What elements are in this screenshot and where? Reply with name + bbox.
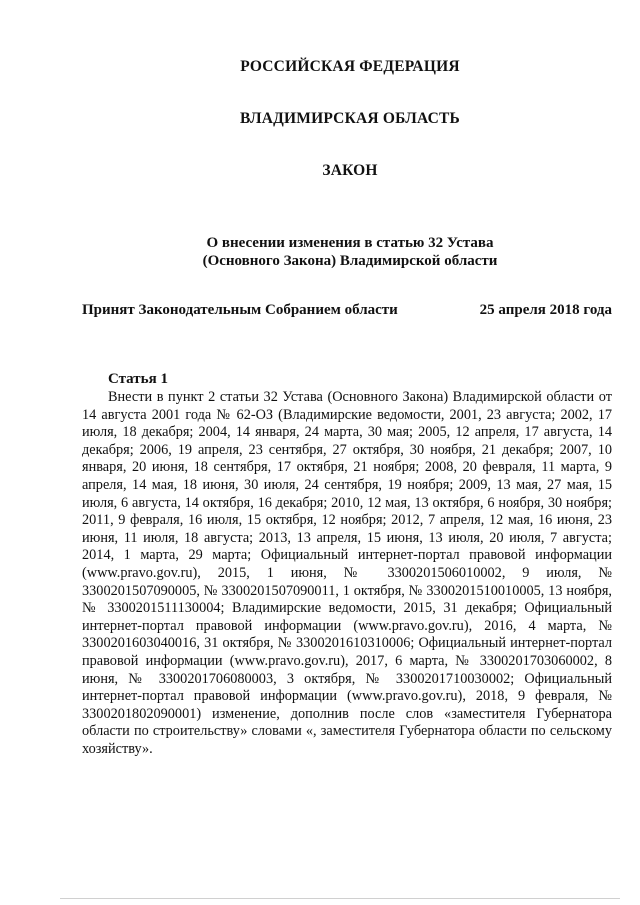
article-heading: Статья 1	[108, 371, 168, 387]
law-subject-line: (Основного Закона) Владимирской области	[202, 253, 498, 269]
adoption-date: 25 апреля 2018 года	[479, 302, 612, 318]
country-heading: РОССИЙСКАЯ ФЕДЕРАЦИЯ	[240, 58, 460, 75]
page-bottom-divider	[60, 898, 620, 899]
region-heading: ВЛАДИМИРСКАЯ ОБЛАСТЬ	[240, 110, 460, 127]
law-subject	[60, 234, 640, 270]
adopted-by-text: Принят Законодательным Собранием области	[82, 302, 398, 318]
article-body: Внести в пункт 2 статьи 32 Устава (Основного Закона) Владимирской области от 14 августа 2001 года № 62-ОЗ (Владимирские ведомости, 2001, 23 августа; 2002, 17 июля, 18 декабря; 2004, 14 января, 24 марта, 30 мая; 2005, 12 апреля, 17 августа, 14 декабря; 2006, 19 апреля, 23 сентября, 27 октября, 30 ноября, 21 декабря; 2007, 10 января, 20 июня, 18 сентября, 17 октября, 21 ноября; 2008, 20 февраля, 11 марта, 9 апреля, 14 мая, 18 июня, 30 июля, 24 сентября, 19 ноября; 2009, 13 мая, 27 мая, 15 июля, 6 августа, 14 октября, 16 декабря; 2010, 12 мая, 13 октября, 6 ноября, 30 ноября; 2011, 9 февраля, 16 июля, 15 октября, 12 ноября; 2012, 7 апреля, 12 мая, 16 июня, 23 июня, 11 июля, 18 августа; 2013, 13 апреля, 15 июня, 13 июля, 20 июля, 7 августа; 2014, 1 марта, 29 марта; Официальный интернет-портал правовой информации (www.pravo.gov.ru), 2015, 1 июня, № 3300201506010002, 9 июля, № 3300201507090005, № 3300201507090011, 1 октября, № 3300201510010005, 13 ноября, № 3300201511130004; Владимирские ведомости, 2015, 31 декабря; Официальный интернет-портал правовой информации (www.pravo.gov.ru), 2016, 4 марта, № 3300201603040016, 31 октября, № 3300201610310006; Официальный интернет-портал правовой информации (www.pravo.gov.ru), 2017, 6 марта, № 3300201703060002, 8 июня, № 3300201706080003, 3 октября, № 3300201710030002; Официальный интернет-портал правовой информации (www.pravo.gov.ru), 2018, 9 февраля, № 3300201802090001) изменение, дополнив после слов «заместителя Губернатора области по строительству» словами «, заместителя Губернатора области по сельскому хозяйству».	[82, 389, 612, 757]
law-subject-line: О внесении изменения в статью 32 Устава	[206, 235, 494, 251]
document-type-heading: ЗАКОН	[322, 162, 378, 179]
